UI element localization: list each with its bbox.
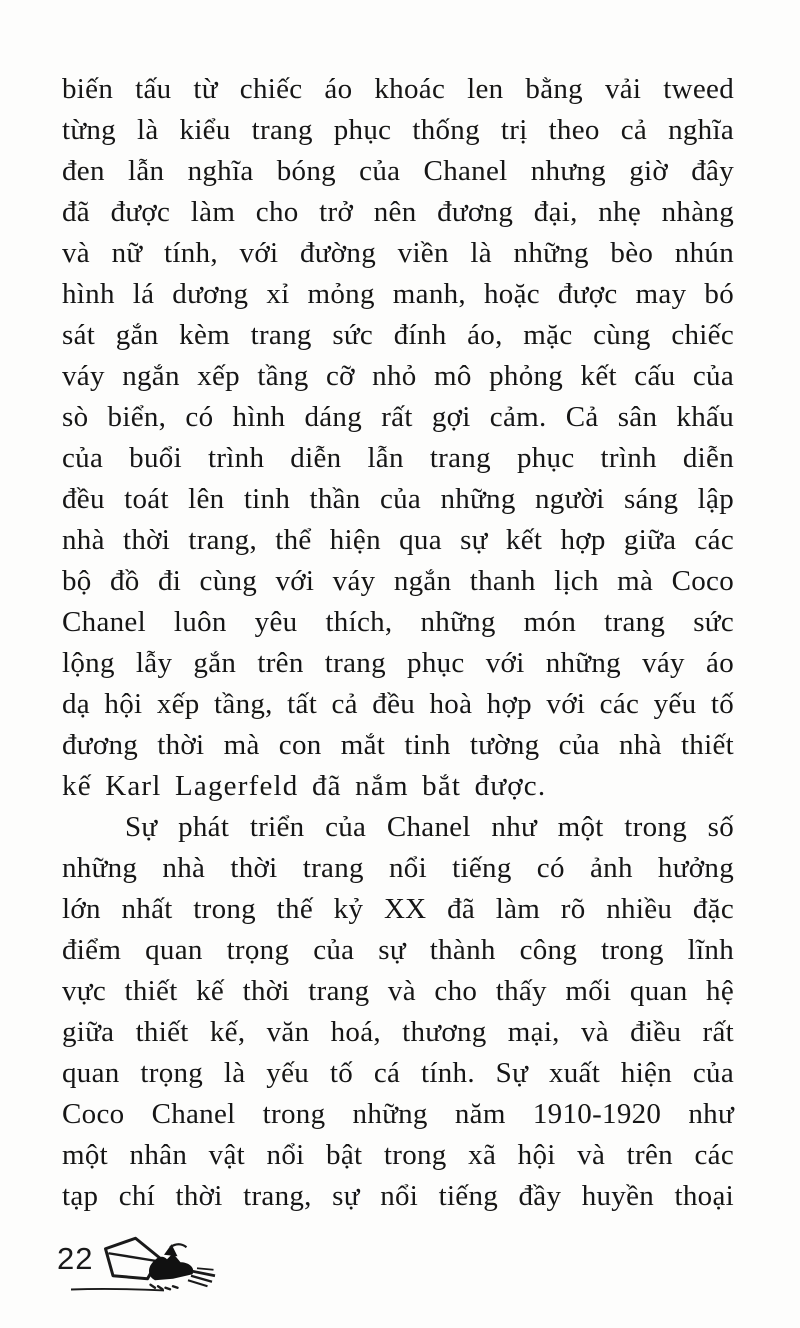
text-line: điểm quan trọng của sự thành công trong lĩnh (62, 934, 734, 966)
text-line: bộ đồ đi cùng với váy ngắn thanh lịch mà Coco (62, 565, 734, 597)
page-number: 22 (57, 1241, 94, 1276)
text-line: vực thiết kế thời trang và cho thấy mối quan hệ (62, 975, 734, 1007)
text-line: hình lá dương xỉ mỏng manh, hoặc được may bó (62, 278, 734, 310)
text-line: từng là kiểu trang phục thống trị theo cả nghĩa (62, 114, 734, 146)
text-line: Sự phát triển của Chanel như một trong số (125, 811, 734, 843)
text-line: lộng lẫy gắn trên trang phục với những váy áo (62, 647, 734, 679)
text-line: một nhân vật nổi bật trong xã hội và trên các (62, 1139, 734, 1171)
text-line: đã được làm cho trở nên đương đại, nhẹ nhàng (62, 196, 734, 228)
text-line: những nhà thời trang nổi tiếng có ảnh hưởng (62, 852, 734, 884)
text-line: Chanel luôn yêu thích, những món trang sức (62, 606, 734, 638)
text-line: biến tấu từ chiếc áo khoác len bằng vải tweed (62, 73, 734, 105)
text-line: kế Karl Lagerfeld đã nắm bắt được. (62, 770, 547, 802)
text-line: đều toát lên tinh thần của những người sáng lập (62, 483, 734, 515)
text-line: của buổi trình diễn lẫn trang phục trình diễn (62, 442, 734, 474)
page-footer (55, 1233, 275, 1293)
text-line: đương thời mà con mắt tinh tường của nhà thiết (62, 729, 734, 761)
text-line: giữa thiết kế, văn hoá, thương mại, và điều rất (62, 1016, 734, 1048)
text-line: quan trọng là yếu tố cá tính. Sự xuất hiện của (62, 1057, 734, 1089)
tipped-ink-bottle-ornament-icon (68, 1235, 218, 1297)
text-line: Coco Chanel trong những năm 1910-1920 như (62, 1098, 734, 1130)
text-line: sát gắn kèm trang sức đính áo, mặc cùng chiếc (62, 319, 734, 351)
text-line: và nữ tính, với đường viền là những bèo nhún (62, 237, 734, 269)
text-line: sò biển, có hình dáng rất gợi cảm. Cả sân khấu (62, 401, 734, 433)
text-line: nhà thời trang, thể hiện qua sự kết hợp giữa các (62, 524, 734, 556)
text-line: đen lẫn nghĩa bóng của Chanel nhưng giờ đây (62, 155, 734, 187)
text-line: tạp chí thời trang, sự nổi tiếng đầy huyền thoại (62, 1180, 734, 1212)
body-text (62, 69, 734, 1217)
text-line: lớn nhất trong thế kỷ XX đã làm rõ nhiều đặc (62, 893, 734, 925)
text-line: váy ngắn xếp tầng cỡ nhỏ mô phỏng kết cấu của (62, 360, 734, 392)
text-line: dạ hội xếp tầng, tất cả đều hoà hợp với các yếu tố (62, 688, 734, 720)
